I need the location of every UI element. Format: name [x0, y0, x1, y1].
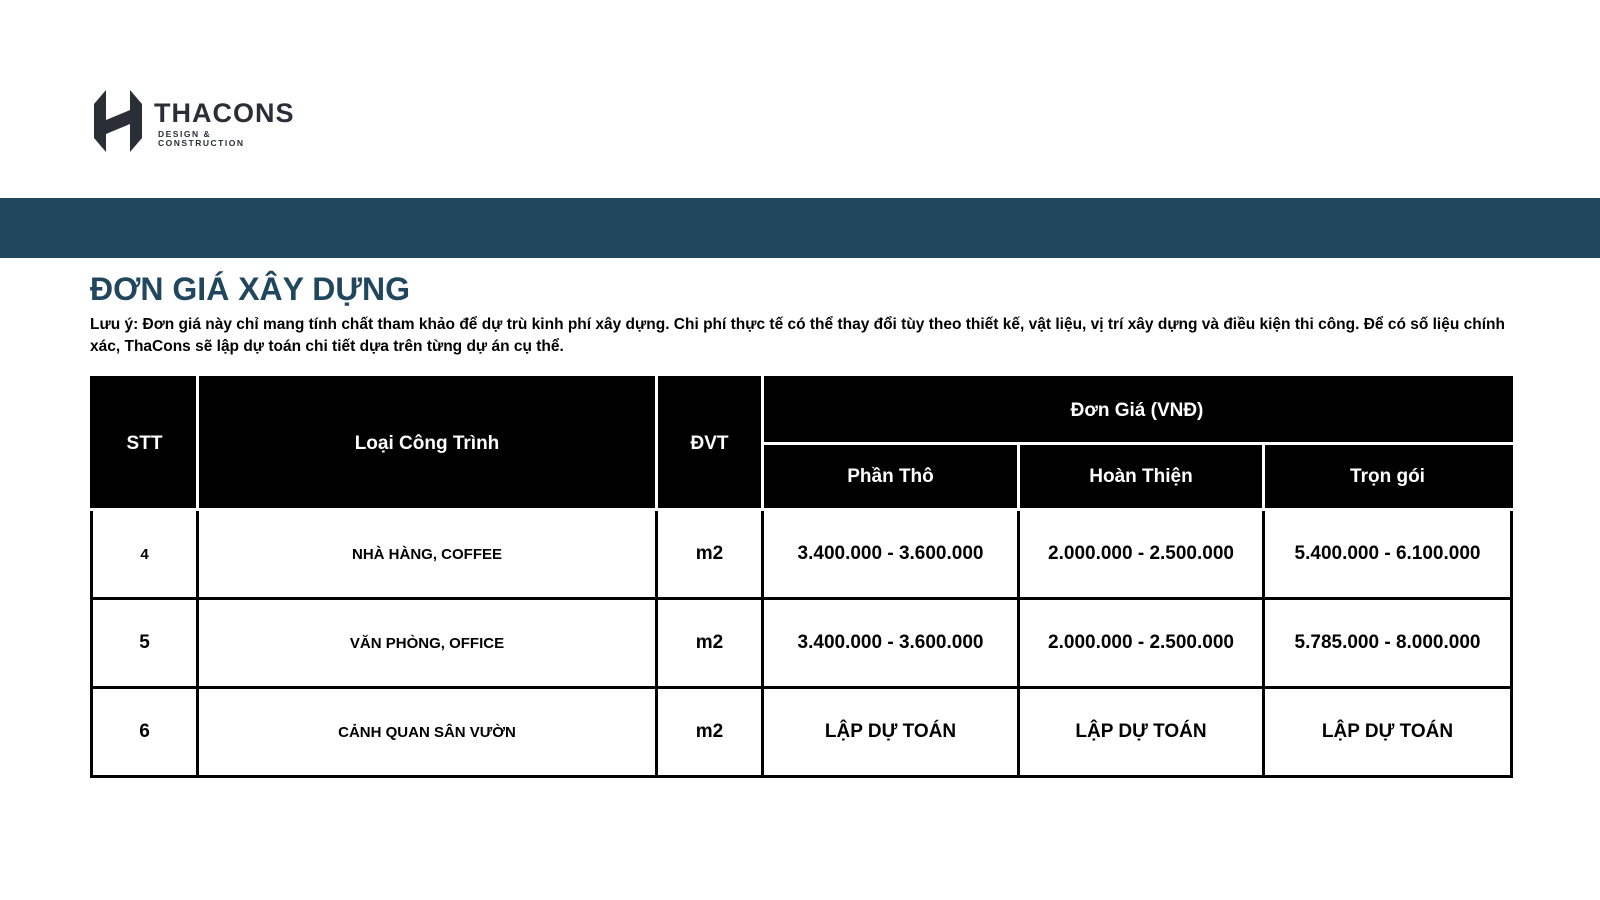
cell-unit: m2	[657, 599, 763, 688]
price-table	[90, 376, 1513, 778]
disclaimer-note: Lưu ý: Đơn giá này chỉ mang tính chất tham khảo để dự trù kinh phí xây dựng. Chi phí thực tế có thể thay đổi tùy theo thiết kế, vật liệu, vị trí xây dựng và điều kiện thi công. Để có số liệu chính xác, ThaCons sẽ lập dự toán chi tiết dựa trên từng dự án cụ thể.	[90, 316, 1505, 355]
header-finish: Hoàn Thiện	[1019, 444, 1264, 510]
cell-stt: 5	[92, 599, 198, 688]
brand-name: THACONS	[154, 98, 295, 128]
brand-logo	[94, 90, 294, 152]
cell-finish: 2.000.000 - 2.500.000	[1019, 510, 1264, 599]
cell-unit: m2	[657, 510, 763, 599]
cell-finish: LẬP DỰ TOÁN	[1019, 688, 1264, 777]
table-row	[92, 599, 1512, 688]
page-title: ĐƠN GIÁ XÂY DỰNG	[90, 271, 410, 307]
cell-type: VĂN PHÒNG, OFFICE	[198, 599, 657, 688]
cell-type: NHÀ HÀNG, COFFEE	[198, 510, 657, 599]
cell-rough: LẬP DỰ TOÁN	[763, 688, 1019, 777]
table-row	[92, 510, 1512, 599]
cell-stt: 6	[92, 688, 198, 777]
cell-rough: 3.400.000 - 3.600.000	[763, 599, 1019, 688]
cell-type: CẢNH QUAN SÂN VƯỜN	[198, 688, 657, 777]
cell-package: LẬP DỰ TOÁN	[1264, 688, 1512, 777]
table-row	[92, 688, 1512, 777]
table-header-row	[92, 378, 1512, 444]
header-unit: ĐVT	[657, 378, 763, 510]
header-package: Trọn gói	[1264, 444, 1512, 510]
header-stt: STT	[92, 378, 198, 510]
header-rough: Phần Thô	[763, 444, 1019, 510]
header-price-group: Đơn Giá (VNĐ)	[763, 378, 1512, 444]
thacons-logo-mark-icon	[94, 90, 146, 152]
header-band	[0, 198, 1600, 258]
cell-package: 5.785.000 - 8.000.000	[1264, 599, 1512, 688]
cell-unit: m2	[657, 688, 763, 777]
cell-package: 5.400.000 - 6.100.000	[1264, 510, 1512, 599]
cell-stt: 4	[92, 510, 198, 599]
cell-rough: 3.400.000 - 3.600.000	[763, 510, 1019, 599]
brand-tagline: DESIGN & CONSTRUCTION	[158, 129, 245, 148]
header-type: Loại Công Trình	[198, 378, 657, 510]
cell-finish: 2.000.000 - 2.500.000	[1019, 599, 1264, 688]
